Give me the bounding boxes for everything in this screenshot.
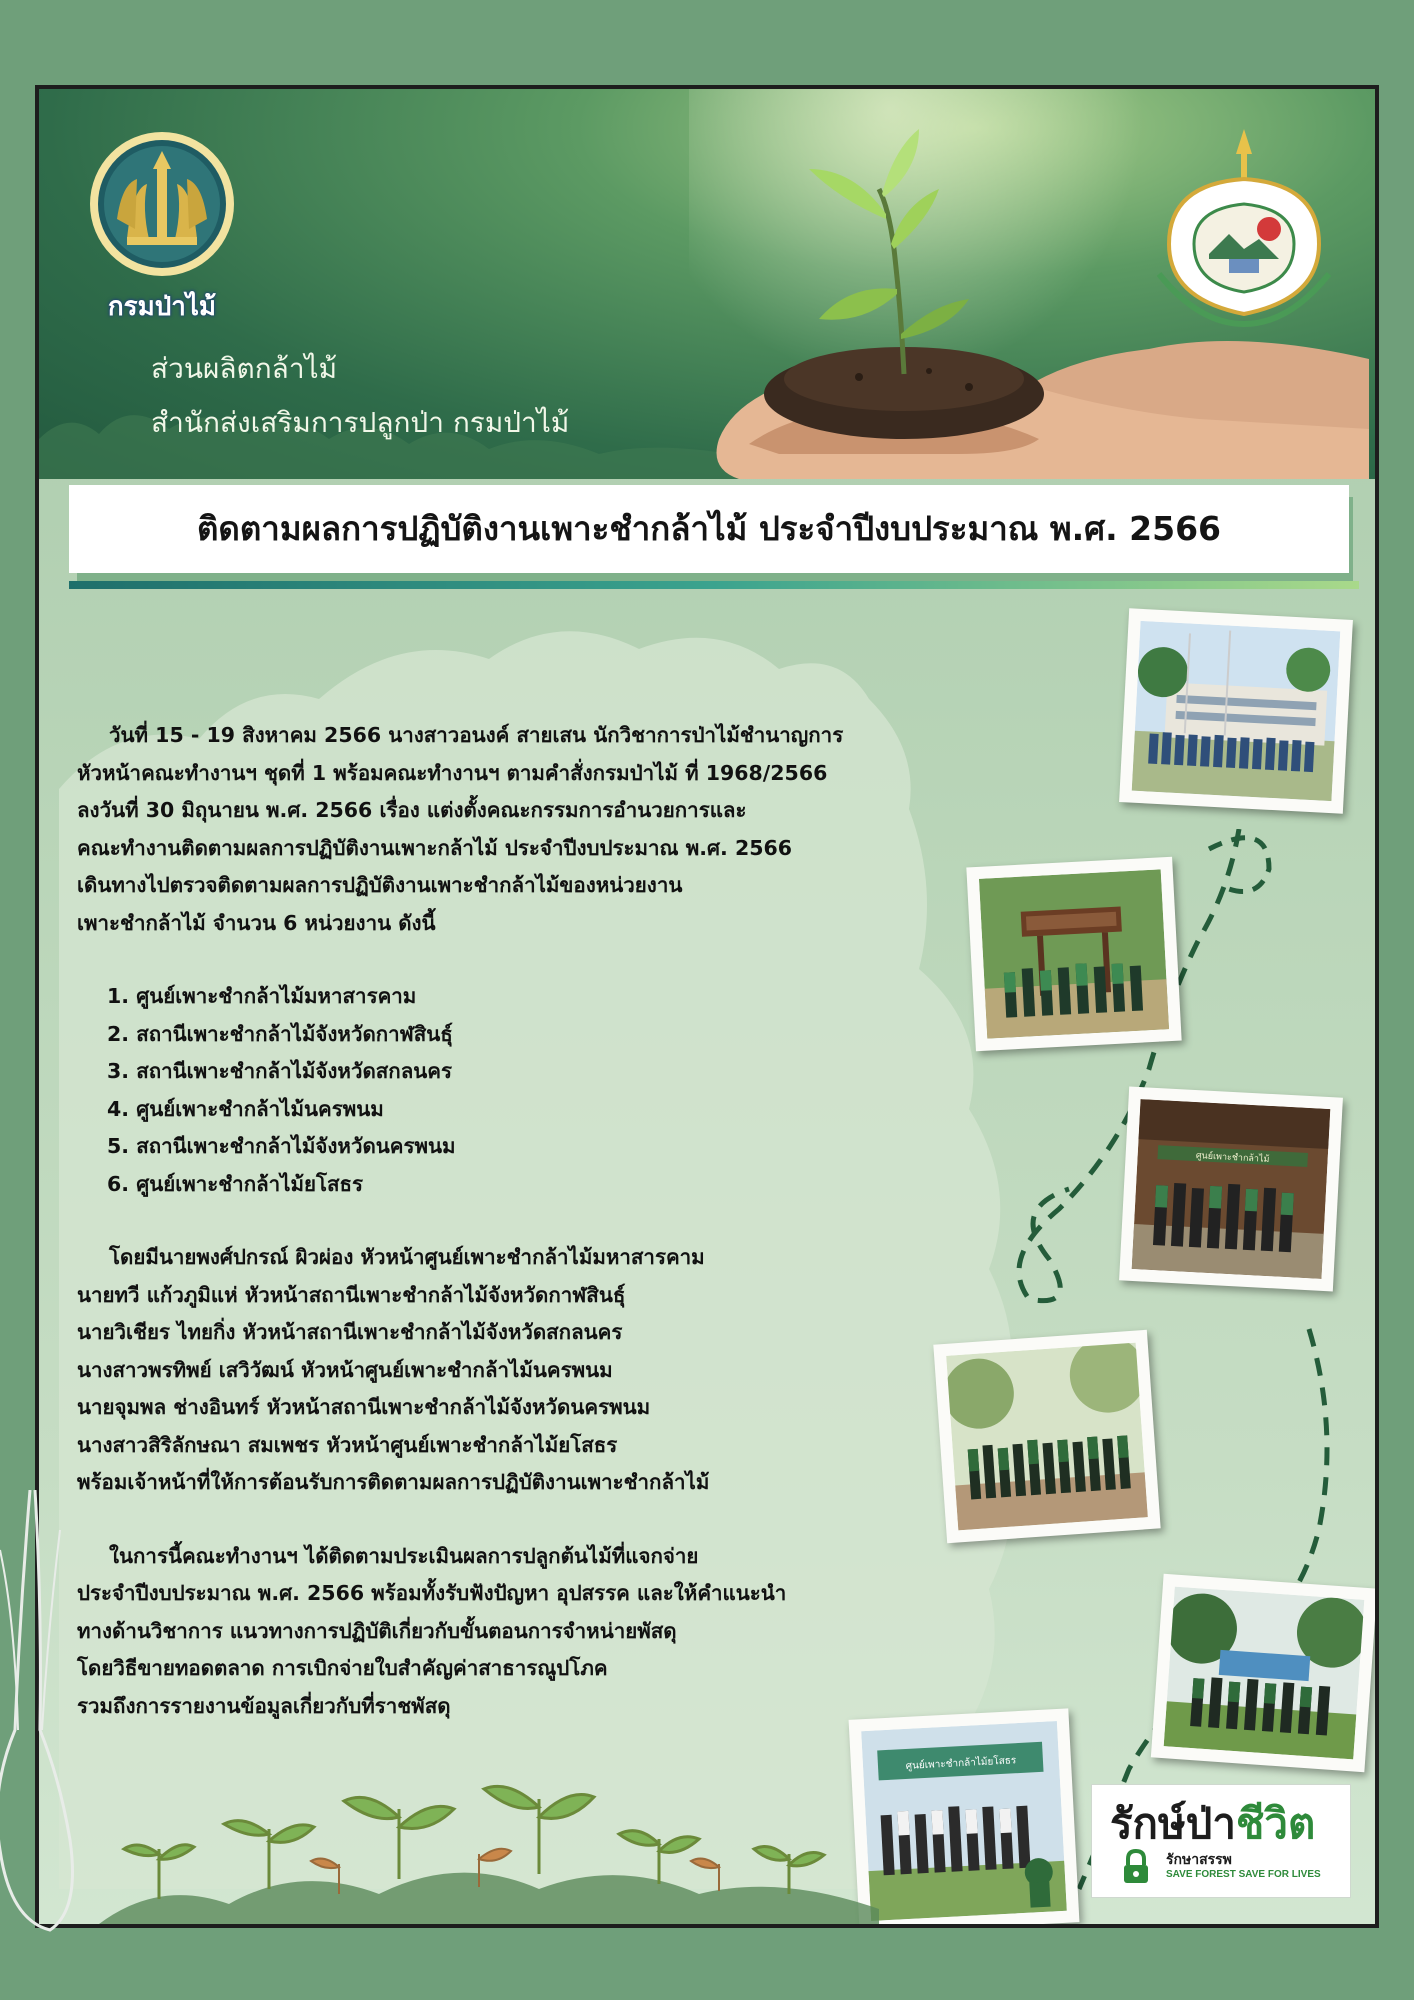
hosts-line: นางสาวพรทิพย์ เสวิวัฒน์ หัวหน้าศูนย์เพาะชำกล้าไม้นครพนม (77, 1357, 613, 1382)
list-item: 3. สถานีเพาะชำกล้าไม้จังหวัดสกลนคร (107, 1059, 452, 1083)
campaign-sub-text: รักษาสรรพ (1166, 1852, 1232, 1868)
intro-line: คณะทำงานติดตามผลการปฏิบัติงานเพาะกล้าไม้ ประจำปีงบประมาณ พ.ศ. 2566 (77, 835, 792, 860)
group-photo-image (861, 1721, 1067, 1921)
closing-line: ทางด้านวิชาการ แนวทางการปฏิบัติเกี่ยวกับขั้นตอนการจำหน่ายพัสดุ (77, 1618, 677, 1643)
hosts-line: โดยมีนายพงศ์ปกรณ์ ผิวผ่อง หัวหน้าศูนย์เพาะชำกล้าไม้มหาสารคาม (109, 1245, 705, 1269)
title-underline (69, 581, 1359, 589)
sprouts-decoration (99, 1769, 879, 1924)
group-photo-image (1132, 621, 1341, 801)
closing-paragraph (77, 1538, 997, 1726)
closing-line: รวมถึงการรายงานข้อมูลเกี่ยวกับที่ราชพัสดุ (77, 1693, 451, 1718)
page-title: ติดตามผลการปฏิบัติงานเพาะชำกล้าไม้ ประจำปีงบประมาณ พ.ศ. 2566 (197, 509, 1221, 548)
intro-line: วันที่ 15 - 19 สิงหาคม 2566 นางสาวอนงค์ สายเสน นักวิชาการป่าไม้ชำนาญการ (109, 723, 844, 747)
intro-line: เพาะชำกล้าไม้ จำนวน 6 หน่วยงาน ดังนี้ (77, 910, 436, 935)
hosts-line: นายวิเชียร ไทยกิ่ง หัวหน้าสถานีเพาะชำกล้าไม้จังหวัดสกลนคร (77, 1320, 623, 1344)
closing-line: ประจำปีงบประมาณ พ.ศ. 2566 พร้อมทั้งรับฟังปัญหา อุปสรรค และให้คำแนะนำ (77, 1581, 787, 1605)
onion-sketch-icon (0, 1490, 100, 1950)
list-item: 6. ศูนย์เพาะชำกล้าไม้ยโสธร (107, 1171, 364, 1196)
photo-nakhon-phanom-center (933, 1330, 1160, 1543)
photo-sign-text: ศูนย์เพาะชำกล้าไม้ยโสธร (905, 1755, 1017, 1772)
group-photo-image (946, 1343, 1148, 1531)
office-crest (1149, 124, 1339, 334)
group-photo-image (979, 869, 1169, 1038)
hosts-line: พร้อมเจ้าหน้าที่ให้การต้อนรับการติดตามผลการปฏิบัติงานเพาะชำกล้าไม้ (77, 1470, 710, 1494)
photo-mahasarakham (1119, 608, 1353, 813)
list-item: 5. สถานีเพาะชำกล้าไม้จังหวัดนครพนม (107, 1134, 456, 1158)
hosts-paragraph (77, 1239, 997, 1502)
photo-sakon-nakhon (1119, 1087, 1343, 1292)
list-item: 4. ศูนย์เพาะชำกล้าไม้นครพนม (107, 1096, 384, 1121)
hosts-line: นายทวี แก้วภูมิแห่ หัวหน้าสถานีเพาะชำกล้าไม้จังหวัดกาฬสินธุ์ (77, 1282, 626, 1307)
lock-icon (1116, 1847, 1156, 1887)
closing-line: โดยวิธีขายทอดตลาด การเบิกจ่ายใบสำคัญค่าสาธารณูปโภค (77, 1656, 608, 1680)
group-photo-image (1132, 1099, 1331, 1279)
photo-sign-text: ศูนย์เพาะชำกล้าไม้ (1195, 1151, 1270, 1165)
save-forest-campaign-logo (1091, 1784, 1351, 1898)
list-item: 2. สถานีเพาะชำกล้าไม้จังหวัดกาฬสินธุ์ (107, 1021, 453, 1046)
poster (35, 85, 1379, 1928)
dept-logo-text: กรมป่าไม้ (107, 292, 217, 322)
hosts-line: นายจุมพล ช่างอินทร์ หัวหน้าสถานีเพาะชำกล้าไม้จังหวัดนครพนม (77, 1395, 651, 1419)
closing-line: ในการนี้คณะทำงานฯ ได้ติดตามประเมินผลการปลูกต้นไม้ที่แจกจ่าย (109, 1543, 699, 1568)
unit-name: ส่วนผลิตกล้าไม้ (151, 352, 338, 385)
royal-forest-department-logo (87, 129, 237, 294)
group-photo-image (1164, 1587, 1365, 1760)
campaign-tagline: SAVE FOREST SAVE FOR LIVES (1166, 1869, 1321, 1880)
campaign-main-right: ชีวิต (1235, 1800, 1316, 1847)
intro-line: ลงวันที่ 30 มิถุนายน พ.ศ. 2566 เรื่อง แต่งตั้งคณะกรรมการอำนวยการและ (77, 798, 747, 822)
photo-yasothon (849, 1708, 1080, 1928)
campaign-main-left: รักษ์ป่า (1110, 1800, 1236, 1847)
intro-line: หัวหน้าคณะทำงานฯ ชุดที่ 1 พร้อมคณะทำงานฯ ตามคำสั่งกรมป่าไม้ ที่ 1968/2566 (77, 760, 828, 785)
hosts-line: นางสาวสิริลักษณา สมเพชร หัวหน้าศูนย์เพาะชำกล้าไม้ยโสธร (77, 1432, 618, 1457)
list-item: 1. ศูนย์เพาะชำกล้าไม้มหาสารคาม (107, 984, 417, 1008)
header-banner (39, 89, 1375, 479)
photo-kalasin (966, 857, 1181, 1052)
spacer (77, 1502, 997, 1538)
body-text (77, 717, 997, 1725)
office-name: สำนักส่งเสริมการปลูกป่า กรมป่าไม้ (151, 406, 570, 439)
intro-line: เดินทางไปตรวจติดตามผลการปฏิบัติงานเพาะชำกล้าไม้ของหน่วยงาน (77, 873, 683, 897)
title-bar (69, 485, 1349, 573)
intro-paragraph (77, 717, 997, 942)
photo-nakhon-phanom-station (1151, 1574, 1377, 1772)
unit-list (77, 978, 997, 1203)
